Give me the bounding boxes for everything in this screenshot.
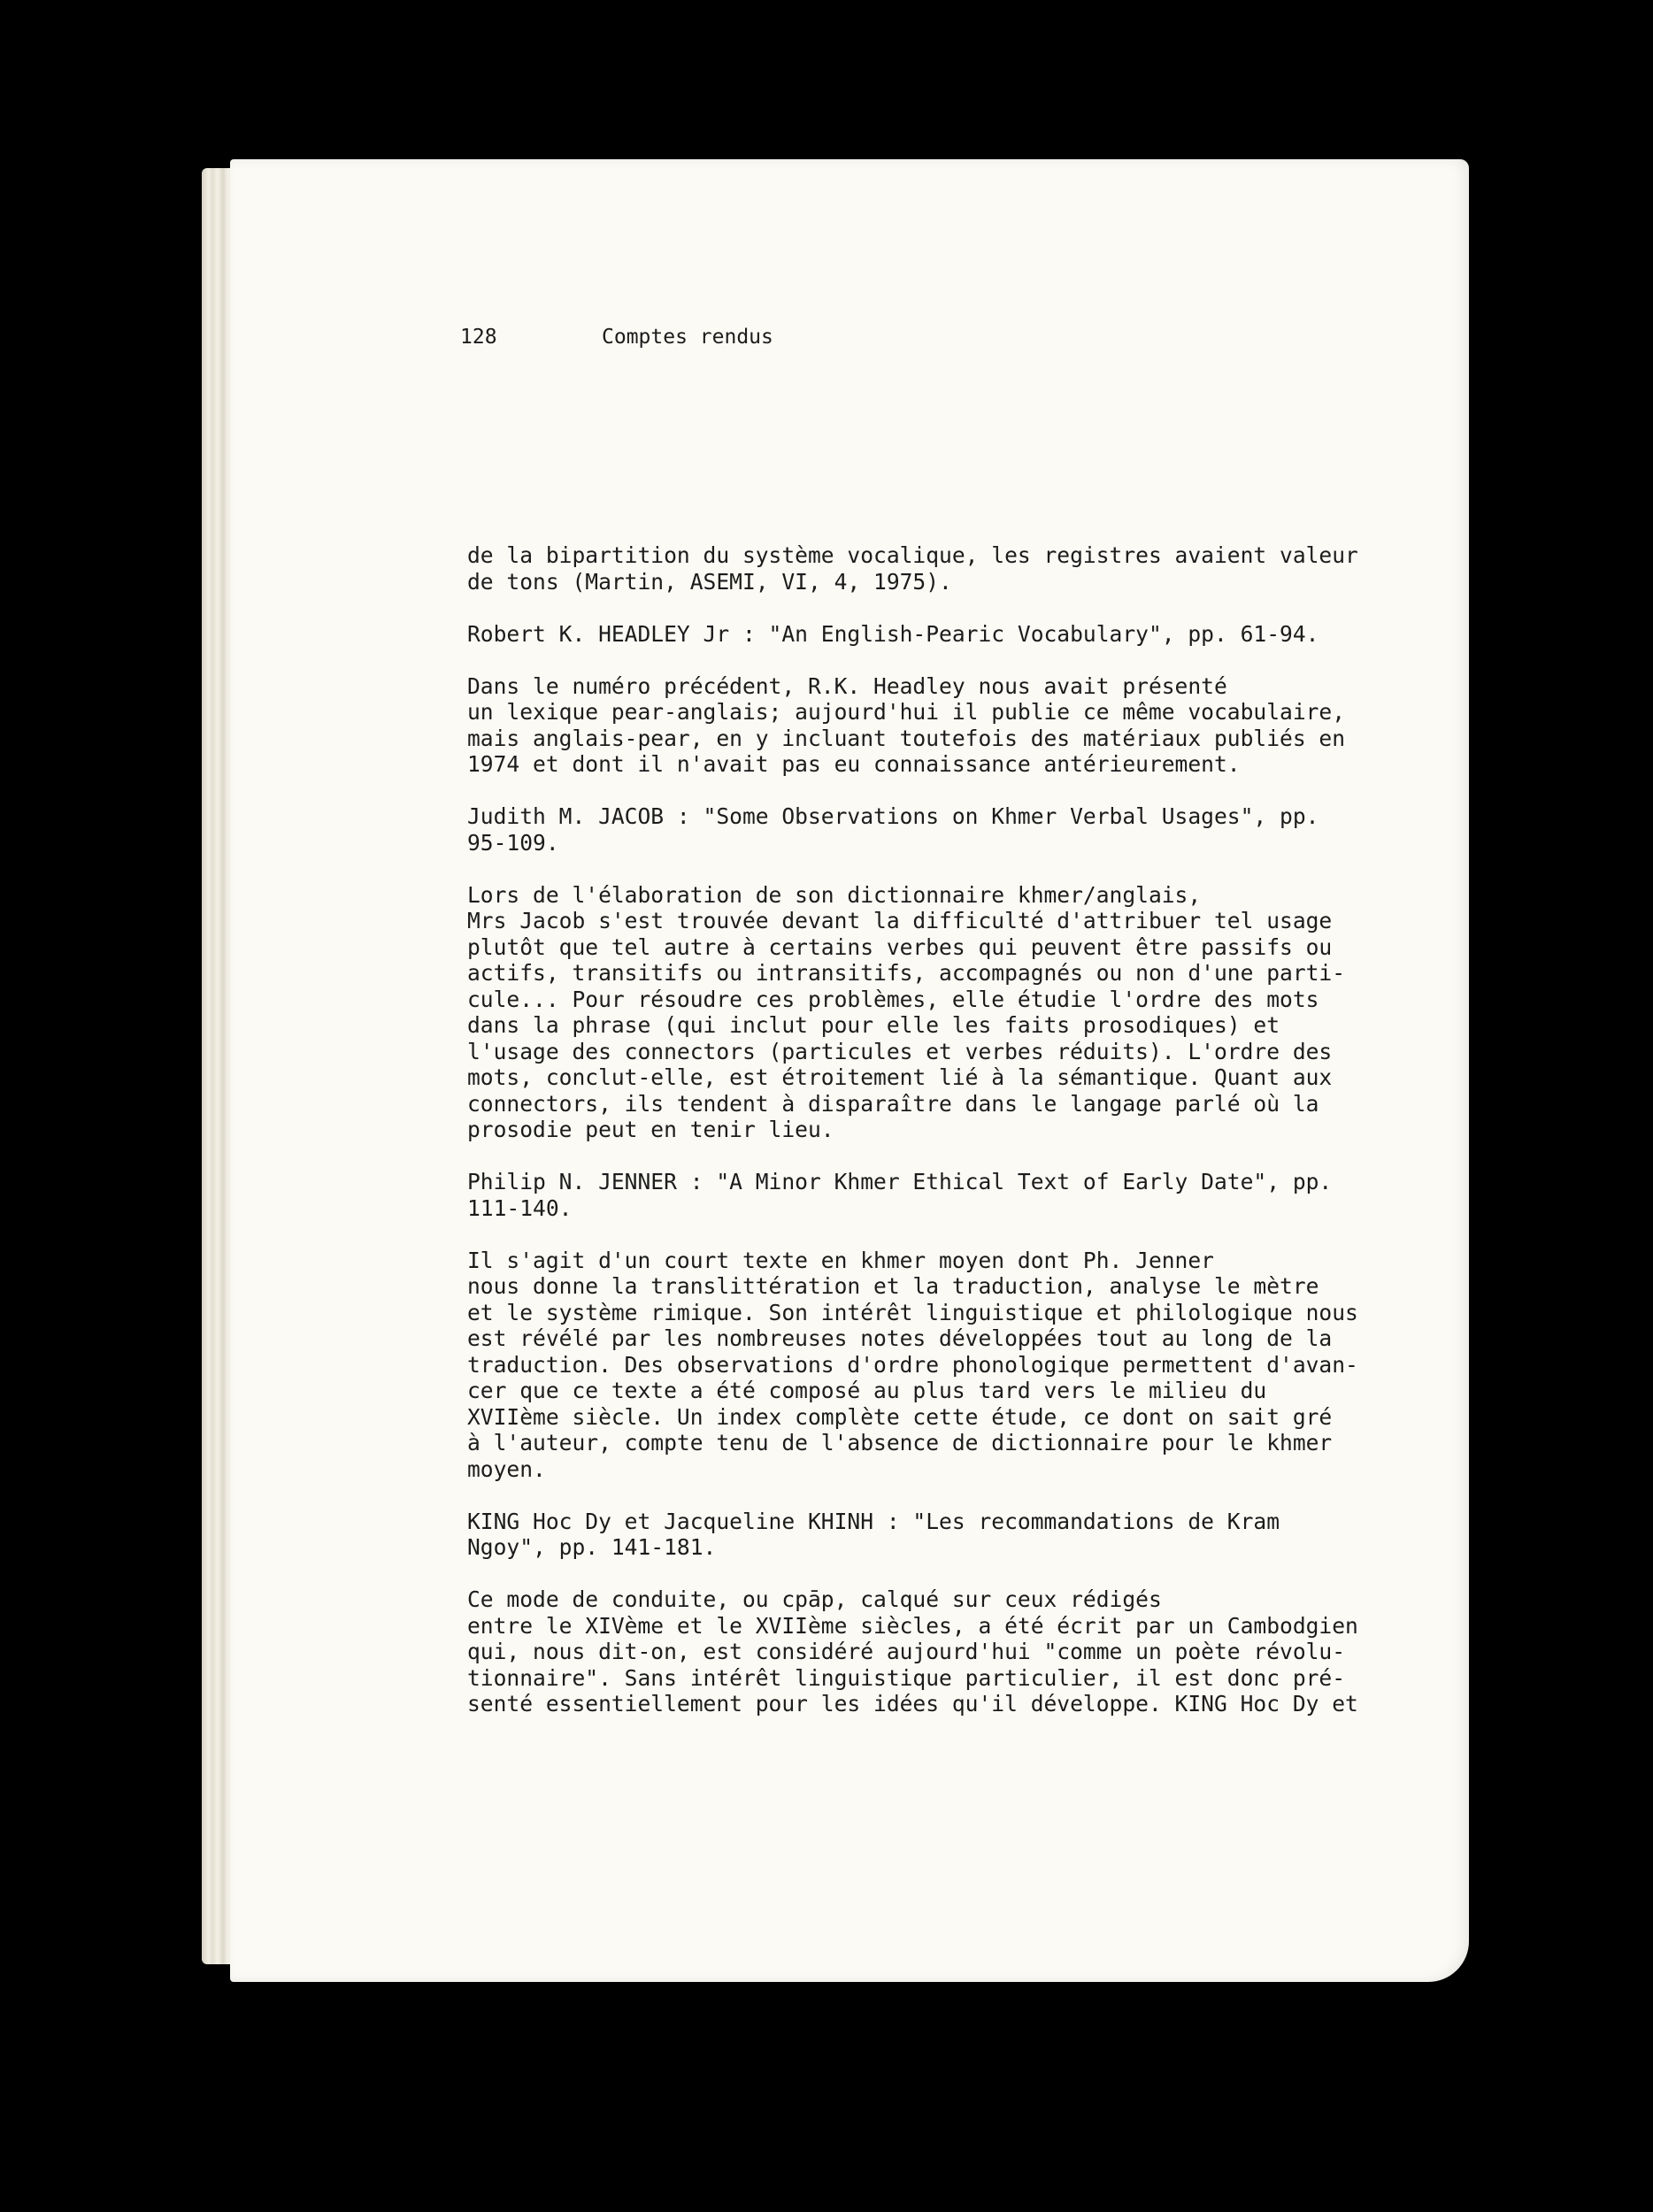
body-text bbox=[467, 542, 1396, 1717]
review-heading-king: KING Hoc Dy et Jacqueline KHINH : "Les recommandations de Kram Ngoy", pp. 141-181. bbox=[467, 1508, 1280, 1560]
running-title: Comptes rendus bbox=[602, 326, 773, 349]
review-body-jacob: Lors de l'élaboration de son dictionnaire khmer/anglais, Mrs Jacob s'est trouvée devant la difficulté d'attribuer tel usage plutôt que tel autre à certains verbes qui peuvent être passifs ou actifs, transitifs ou intransitifs, accompagnés ou non d'une parti- cule... Pour résoudre ces problèmes, elle étudie l'ordre des mots dans la phrase (qui inclut pour elle les faits prosodiques) et l'usage des connectors (particules et verbes réduits). L'ordre des mots, conclut-elle, est étroitement lié à la sémantique. Quant aux connectors, ils tendent à disparaître dans le langage parlé où la prosodie peut en tenir lieu. bbox=[467, 881, 1346, 1142]
review-body-headley: Dans le numéro précédent, R.K. Headley nous avait présenté un lexique pear-anglais; aujourd'hui il publie ce même vocabulaire, mais anglais-pear, en y incluant toutefois des matériaux publiés en 1974 et dont il n'avait pas eu connaissance antérieurement. bbox=[467, 672, 1346, 777]
review-heading-headley: Robert K. HEADLEY Jr : "An English-Pearic Vocabulary", pp. 61-94. bbox=[467, 620, 1319, 647]
review-heading-jacob: Judith M. JACOB : "Some Observations on Khmer Verbal Usages", pp. 95-109. bbox=[467, 803, 1319, 856]
review-heading-jenner: Philip N. JENNER : "A Minor Khmer Ethical Text of Early Date", pp. 111-140. bbox=[467, 1169, 1333, 1221]
paragraph-intro: de la bipartition du système vocalique, les registres avaient valeur de tons (Martin, ASEMI, VI, 4, 1975). bbox=[467, 542, 1358, 595]
page-number: 128 bbox=[460, 326, 497, 349]
review-body-king: Ce mode de conduite, ou cpāp, calqué sur ceux rédigés entre le XIVème et le XVIIème siècles, a été écrit par un Cambodgien qui, nous dit-on, est considéré aujourd'hui "comme un poète révolu- tionnaire". Sans intérêt linguistique particulier, il est donc pré- senté essentiellement pour les idées qu'il développe. KING Hoc Dy et bbox=[467, 1586, 1358, 1717]
page-header bbox=[460, 326, 773, 349]
review-body-jenner: Il s'agit d'un court texte en khmer moyen dont Ph. Jenner nous donne la translittération et la traduction, analyse le mètre et le système rimique. Son intérêt linguistique et philologique nous est révélé par les nombreuses notes développées tout au long de la traduction. Des observations d'ordre phonologique permettent d'avan- cer que ce texte a été composé au plus tard vers le milieu du XVIIème siècle. Un index complète cette étude, ce dont on sait gré à l'auteur, compte tenu de l'absence de dictionnaire pour le khmer moyen. bbox=[467, 1247, 1358, 1482]
